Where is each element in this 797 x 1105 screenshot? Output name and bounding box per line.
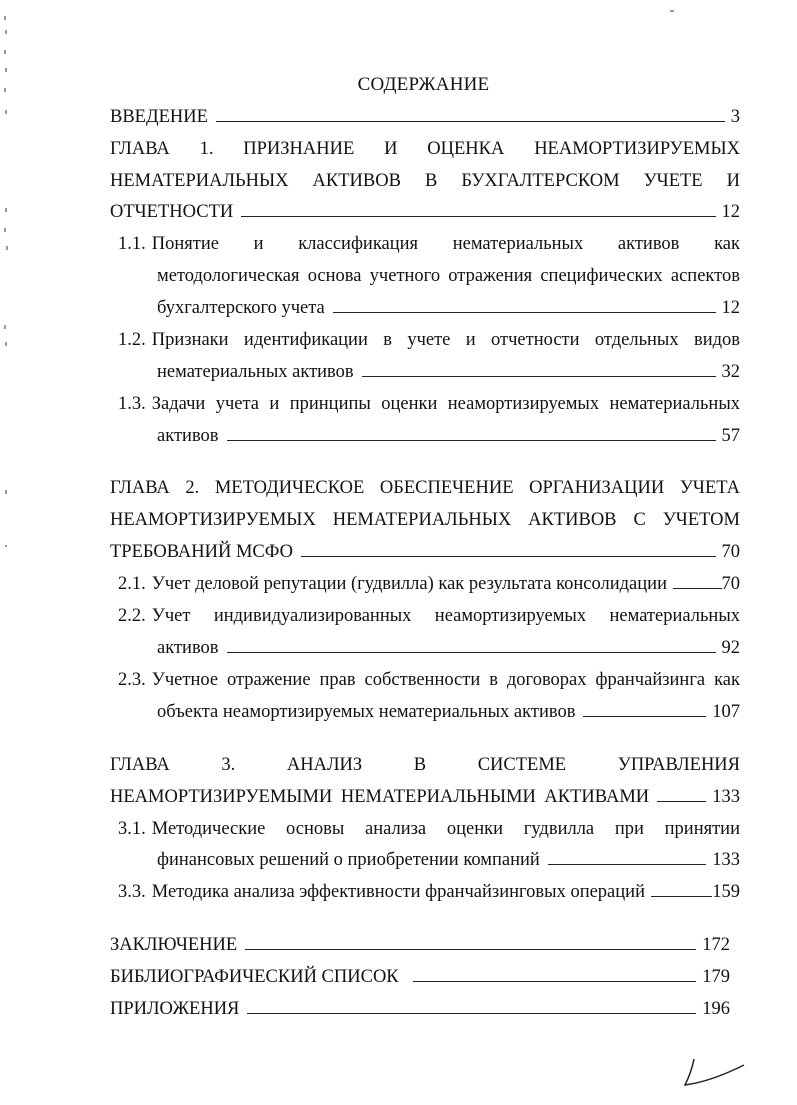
dot-leader [216, 107, 725, 122]
dot-leader [245, 935, 696, 950]
scan-speck [4, 16, 6, 20]
scan-speck [5, 490, 7, 494]
toc-entry-1-2-line1[interactable]: 1.2. Признаки идентификации в учете и отчетности отдельных видов [118, 330, 740, 350]
toc-entry-1-3-line1[interactable]: 1.3. Задачи учета и принципы оценки неамортизируемых нематериальных [118, 394, 740, 414]
page-number: 159 [712, 882, 740, 902]
page-number: 12 [721, 202, 740, 222]
page-number: 92 [721, 638, 740, 658]
scan-speck [5, 208, 7, 212]
scan-speck [4, 50, 6, 54]
dot-leader [333, 298, 716, 313]
toc-entry-2-2-line1[interactable]: 2.2. Учет индивидуализированных неамортизируемых нематериальных [118, 606, 740, 626]
toc-entry-ch2-line1[interactable]: ГЛАВА 2. МЕТОДИЧЕСКОЕ ОБЕСПЕЧЕНИЕ ОРГАНИЗАЦИИ УЧЕТА [110, 478, 740, 498]
dot-leader [657, 787, 706, 802]
dot-leader [548, 850, 706, 865]
toc-entry-conclusion[interactable]: ЗАКЛЮЧЕНИЕ 172 [110, 935, 730, 955]
dot-leader [227, 638, 716, 653]
toc-entry-2-2-line2[interactable]: активов 92 [157, 638, 740, 658]
toc-entry-1-1-line1[interactable]: 1.1. Понятие и классификация нематериальных активов как [118, 234, 740, 254]
scan-speck [5, 30, 7, 34]
scan-speck [670, 10, 674, 12]
toc-entry-bibliography[interactable]: БИБЛИОГРАФИЧЕСКИЙ СПИСОК 179 [110, 967, 730, 987]
page-number: 107 [712, 702, 740, 722]
dot-leader [247, 999, 696, 1014]
toc-entry-ch2-line2[interactable]: НЕАМОРТИЗИРУЕМЫХ НЕМАТЕРИАЛЬНЫХ АКТИВОВ С УЧЕТОМ [110, 510, 740, 530]
dot-leader [673, 574, 722, 589]
toc-entry-3-1-line1[interactable]: 3.1. Методические основы анализа оценки гудвилла при принятии [118, 819, 740, 839]
toc-entry-ch1-line3[interactable]: ОТЧЕТНОСТИ 12 [110, 202, 740, 222]
page-number: 12 [721, 298, 740, 318]
page-number: 32 [721, 362, 740, 382]
page-number: 57 [721, 426, 740, 446]
page-number: 196 [702, 999, 730, 1019]
toc-entry-ch3-line2[interactable]: НЕАМОРТИЗИРУЕМЫМИ НЕМАТЕРИАЛЬНЫМИ АКТИВАМИ 133 [110, 787, 740, 807]
page-number: 172 [702, 935, 730, 955]
scan-speck [4, 228, 6, 232]
dot-leader [301, 542, 716, 557]
scan-speck [4, 88, 6, 92]
scan-speck [5, 545, 7, 547]
page-number: 133 [712, 787, 740, 807]
scan-speck [5, 68, 7, 72]
toc-entry-1-1-line2[interactable]: методологическая основа учетного отражения специфических аспектов [157, 266, 740, 286]
dot-leader [227, 426, 716, 441]
toc-entry-ch3-line1[interactable]: ГЛАВА 3. АНАЛИЗ В СИСТЕМЕ УПРАВЛЕНИЯ [110, 755, 740, 775]
scan-speck [5, 110, 7, 114]
page-number: 179 [702, 967, 730, 987]
toc-entry-intro[interactable]: ВВЕДЕНИЕ 3 [110, 107, 740, 127]
toc-entry-2-3-line1[interactable]: 2.3. Учетное отражение прав собственности в договорах франчайзинга как [118, 670, 740, 690]
scan-speck [5, 342, 7, 346]
page-number: 70 [721, 574, 740, 594]
dot-leader [583, 702, 706, 717]
toc-entry-1-2-line2[interactable]: нематериальных активов 32 [157, 362, 740, 382]
toc-entry-ch1-line2[interactable]: НЕМАТЕРИАЛЬНЫХ АКТИВОВ В БУХГАЛТЕРСКОМ УЧЕТЕ И [110, 171, 740, 191]
toc-entry-3-1-line2[interactable]: финансовых решений о приобретении компаний 133 [157, 850, 740, 870]
dot-leader [413, 967, 697, 982]
toc-entry-2-1[interactable]: 2.1. Учет деловой репутации (гудвилла) как результата консолидации 70 [118, 574, 740, 594]
toc-entry-ch2-line3[interactable]: ТРЕБОВАНИЙ МСФО 70 [110, 542, 740, 562]
toc-entry-appendices[interactable]: ПРИЛОЖЕНИЯ 196 [110, 999, 730, 1019]
toc-entry-1-1-line3[interactable]: бухгалтерского учета 12 [157, 298, 740, 318]
dot-leader [651, 882, 712, 897]
toc-entry-2-3-line2[interactable]: объекта неамортизируемых нематериальных активов 107 [157, 702, 740, 722]
page-title: СОДЕРЖАНИЕ [357, 74, 490, 95]
toc-entry-1-3-line2[interactable]: активов 57 [157, 426, 740, 446]
toc-entry-ch1-line1[interactable]: ГЛАВА 1. ПРИЗНАНИЕ И ОЦЕНКА НЕАМОРТИЗИРУЕМЫХ [110, 139, 740, 159]
toc-entry-3-3[interactable]: 3.3. Методика анализа эффективности франчайзинговых операций 159 [118, 882, 740, 902]
scan-speck [4, 325, 6, 329]
page-number: 133 [712, 850, 740, 870]
dot-leader [362, 362, 716, 377]
dot-leader [241, 202, 715, 217]
page-number: 3 [730, 107, 740, 127]
signature-mark [680, 1055, 750, 1089]
page-number: 70 [721, 542, 740, 562]
scan-speck [6, 246, 8, 250]
